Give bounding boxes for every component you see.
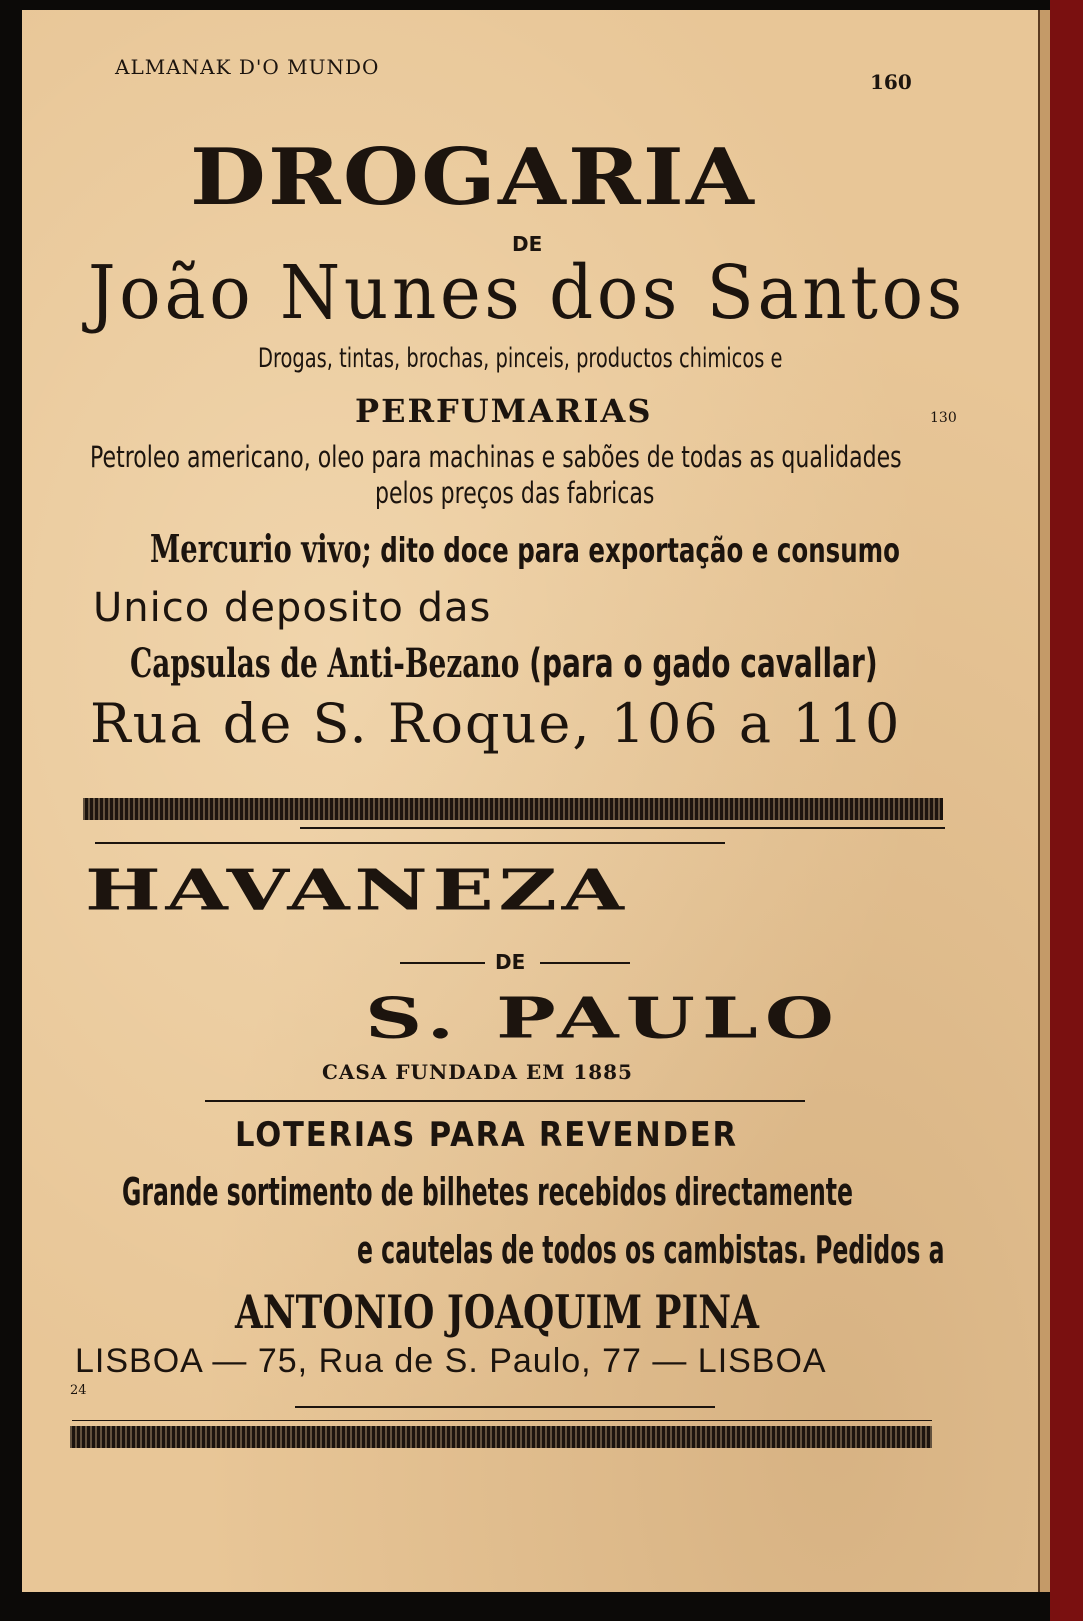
drogaria-connector: DE xyxy=(512,232,543,256)
book-spine xyxy=(1050,0,1083,1621)
reference-number: 130 xyxy=(930,410,957,426)
section-rule xyxy=(205,1100,805,1102)
drogaria-address: Rua de S. Roque, 106 a 110 xyxy=(90,692,902,755)
precos-line: pelos preços das fabricas xyxy=(375,476,655,510)
connector-rule-left xyxy=(400,962,485,964)
mercurio-rest: dito doce para exportação e consumo xyxy=(371,531,901,571)
founded-line: CASA FUNDADA EM 1885 xyxy=(322,1060,633,1084)
page-number: 160 xyxy=(870,70,912,94)
running-header: ALMANAK D'O MUNDO xyxy=(115,55,380,79)
divider-rule xyxy=(95,842,725,844)
drogaria-title: DROGARIA xyxy=(190,132,757,223)
unico-line: Unico deposito das xyxy=(93,585,492,631)
mercurio-bold: Mercurio vivo; xyxy=(150,526,372,571)
bottom-rule xyxy=(72,1420,932,1421)
loterias-heading: LOTERIAS PARA REVENDER xyxy=(235,1115,738,1155)
cautelas-line: e cautelas de todos os cambistas. Pedidos a xyxy=(357,1228,945,1272)
capsulas-line xyxy=(130,640,878,687)
drogaria-owner: João Nunes dos Santos xyxy=(88,250,966,336)
proprietor-name: ANTONIO JOAQUIM PINA xyxy=(235,1285,759,1339)
perfumarias-heading: PERFUMARIAS xyxy=(355,392,653,430)
capsulas-rest: (para o gado cavallar) xyxy=(519,641,878,687)
mercurio-line xyxy=(150,526,900,571)
ornamental-divider xyxy=(83,798,943,820)
bottom-ornamental-bar xyxy=(70,1426,932,1448)
divider-rule xyxy=(300,827,945,829)
grande-line: Grande sortimento de bilhetes recebidos directamente xyxy=(122,1170,854,1214)
connector-rule-right xyxy=(540,962,630,964)
bottom-rule xyxy=(295,1406,715,1408)
havaneza-address: LISBOA — 75, Rua de S. Paulo, 77 — LISBOA xyxy=(75,1342,827,1380)
petroleo-line: Petroleo americano, oleo para machinas e sabões de todas as qualidades xyxy=(90,440,902,474)
havaneza-title: HAVANEZA xyxy=(85,858,629,924)
products-line: Drogas, tintas, brochas, pinceis, productos chimicos e xyxy=(258,343,783,374)
signature-mark: 24 xyxy=(70,1383,87,1398)
capsulas-bold: Capsulas de Anti-Bezano xyxy=(130,640,520,687)
havaneza-place: S. PAULO xyxy=(365,985,842,1052)
havaneza-connector: DE xyxy=(495,950,526,974)
